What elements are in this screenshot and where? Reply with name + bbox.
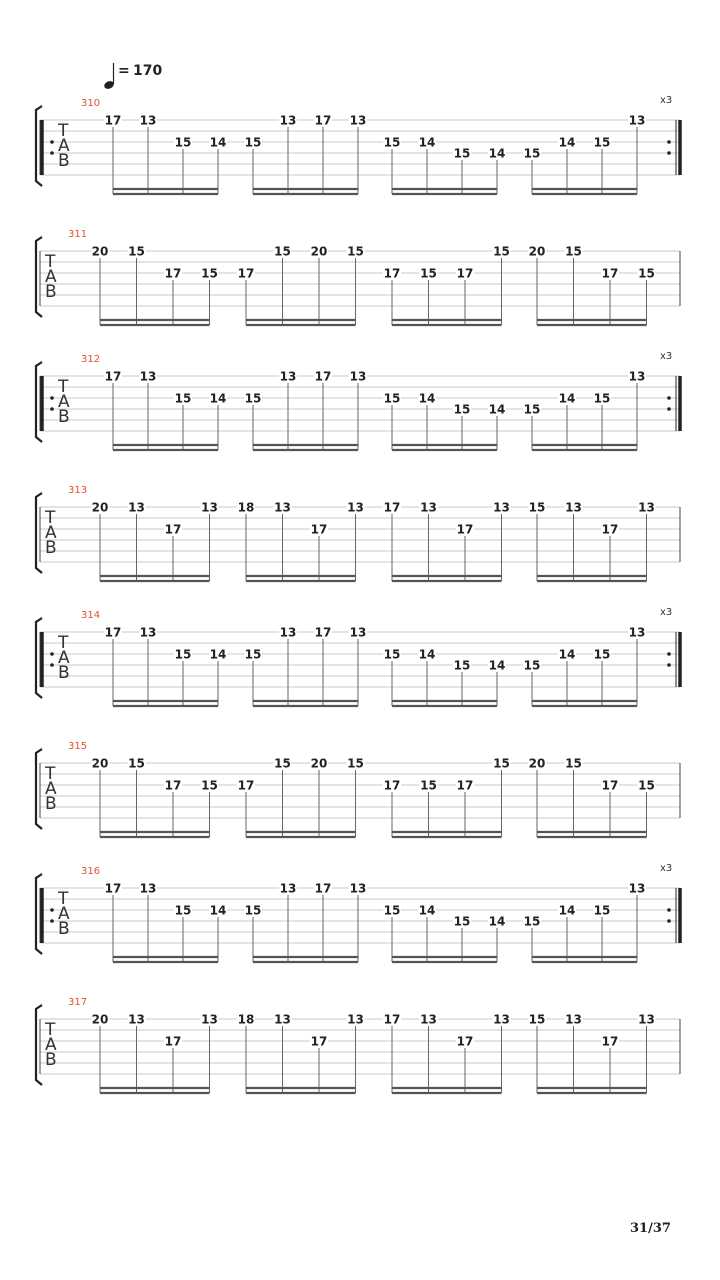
fret-number: 13 [274,1012,291,1027]
fret-number: 15 [593,135,611,150]
fret-number: 14 [418,647,436,662]
fret-number: 17 [383,500,401,515]
fret-number: 15 [523,658,541,673]
tab-letter-a: A [45,1035,57,1055]
fret-number: 15 [383,391,401,406]
system-bracket [36,237,42,317]
fret-number: 15 [453,914,471,929]
fret-number: 15 [174,135,192,150]
fret-number: 14 [558,903,576,918]
system-bracket [36,749,42,829]
repeat-dot [667,663,671,667]
fret-number: 13 [279,369,297,384]
tab-letter-a: A [58,136,70,156]
fret-number: 17 [314,113,332,128]
fret-number: 15 [493,756,510,771]
fret-number: 15 [593,647,611,662]
repeat-dot [667,140,671,144]
fret-number: 17 [383,1012,401,1027]
repeat-count: x3 [660,607,673,618]
fret-number: 15 [244,647,262,662]
fret-number: 14 [488,914,506,929]
fret-number: 13 [420,1012,437,1027]
fret-number: 13 [139,369,157,384]
fret-number: 15 [274,244,291,259]
tab-letter-b: B [58,151,70,171]
fret-number: 14 [209,135,227,150]
fret-number: 18 [237,500,255,515]
tab-letter-t: T [58,377,69,397]
fret-number: 15 [420,266,437,281]
fret-number: 13 [349,113,367,128]
bar-number: 316 [81,866,101,877]
fret-number: 15 [453,658,471,673]
fret-number: 13 [628,881,646,896]
fret-number: 15 [528,500,546,515]
fret-number: 17 [310,1034,328,1049]
fret-number: 13 [274,500,291,515]
bar-number: 310 [81,98,101,109]
tab-letter-b: B [58,919,70,939]
fret-number: 13 [139,113,157,128]
fret-number: 13 [565,1012,582,1027]
fret-number: 17 [164,522,182,537]
fret-number: 20 [91,1012,109,1027]
fret-number: 13 [279,881,297,896]
fret-number: 14 [418,135,436,150]
fret-number: 17 [383,778,401,793]
fret-number: 17 [104,369,122,384]
tab-system [36,741,680,837]
fret-number: 15 [274,756,291,771]
fret-number: 15 [174,391,192,406]
fret-number: 15 [347,244,364,259]
fret-number: 17 [237,778,255,793]
fret-number: 20 [91,244,109,259]
fret-number: 17 [314,625,332,640]
fret-number: 15 [201,778,218,793]
bar-number: 314 [81,610,101,621]
repeat-dot [667,919,671,923]
tab-letter-b: B [58,407,70,427]
fret-number: 14 [418,391,436,406]
bar-number: 315 [68,741,88,752]
tab-letter-b: B [45,282,57,302]
fret-number: 14 [209,647,227,662]
fret-number: 14 [488,146,506,161]
system-bracket [36,1005,42,1085]
fret-number: 17 [456,522,474,537]
fret-number: 15 [638,266,655,281]
repeat-dot [667,652,671,656]
fret-number: 20 [310,244,328,259]
repeat-dot [50,652,54,656]
tab-letter-a: A [58,648,70,668]
fret-number: 15 [453,146,471,161]
fret-number: 13 [628,113,646,128]
fret-number: 13 [638,500,655,515]
fret-number: 17 [104,113,122,128]
repeat-dot [667,396,671,400]
fret-number: 13 [638,1012,655,1027]
fret-number: 17 [601,778,619,793]
fret-number: 17 [104,625,122,640]
fret-number: 14 [209,391,227,406]
fret-number: 20 [91,756,109,771]
page-number: 31/37 [630,1221,671,1236]
fret-number: 13 [628,369,646,384]
tab-letter-t: T [45,508,56,528]
tab-system [36,863,680,962]
fret-number: 15 [244,391,262,406]
fret-number: 13 [493,500,510,515]
fret-number: 15 [420,778,437,793]
fret-number: 15 [593,903,611,918]
fret-number: 13 [279,625,297,640]
tab-system [36,351,680,450]
fret-number: 15 [453,402,471,417]
tab-letter-t: T [45,1020,56,1040]
repeat-dot [50,663,54,667]
fret-number: 13 [201,1012,218,1027]
tab-letter-t: T [45,764,56,784]
tab-letter-b: B [45,794,57,814]
repeat-dot [50,396,54,400]
fret-number: 17 [104,881,122,896]
fret-number: 15 [383,647,401,662]
tempo-value: 170 [133,63,163,79]
repeat-dot [50,919,54,923]
repeat-count: x3 [660,95,673,106]
fret-number: 15 [347,756,364,771]
fret-number: 15 [128,756,145,771]
repeat-dot [667,151,671,155]
fret-number: 13 [349,625,367,640]
bar-number: 311 [68,229,88,240]
tempo-equals: = [118,63,130,79]
fret-number: 15 [128,244,145,259]
fret-number: 13 [420,500,437,515]
fret-number: 13 [349,369,367,384]
tab-letter-t: T [58,633,69,653]
fret-number: 17 [456,266,474,281]
fret-number: 15 [638,778,655,793]
tab-letter-b: B [58,663,70,683]
repeat-count: x3 [660,351,673,362]
fret-number: 17 [383,266,401,281]
fret-number: 15 [244,903,262,918]
repeat-dot [50,908,54,912]
fret-number: 15 [565,756,582,771]
tab-letter-t: T [58,121,69,141]
fret-number: 17 [601,522,619,537]
fret-number: 14 [488,402,506,417]
tab-letter-a: A [45,267,57,287]
fret-number: 17 [314,369,332,384]
fret-number: 15 [493,244,510,259]
fret-number: 14 [488,658,506,673]
repeat-dot [667,908,671,912]
fret-number: 15 [201,266,218,281]
fret-number: 13 [347,500,364,515]
fret-number: 13 [279,113,297,128]
tab-system [36,997,680,1093]
fret-number: 17 [310,522,328,537]
fret-number: 15 [523,146,541,161]
fret-number: 17 [164,1034,182,1049]
tab-system [36,229,680,325]
fret-number: 13 [565,500,582,515]
tab-letter-a: A [45,779,57,799]
fret-number: 15 [244,135,262,150]
fret-number: 15 [565,244,582,259]
tab-letter-a: A [45,523,57,543]
fret-number: 20 [528,244,546,259]
fret-number: 18 [237,1012,255,1027]
fret-number: 13 [347,1012,364,1027]
fret-number: 14 [558,647,576,662]
system-bracket [36,493,42,573]
tab-letter-t: T [45,252,56,272]
fret-number: 20 [91,500,109,515]
tab-letter-t: T [58,889,69,909]
fret-number: 20 [310,756,328,771]
fret-number: 13 [349,881,367,896]
fret-number: 17 [164,266,182,281]
fret-number: 15 [593,391,611,406]
fret-number: 20 [528,756,546,771]
fret-number: 15 [523,402,541,417]
fret-number: 17 [601,1034,619,1049]
fret-number: 13 [493,1012,510,1027]
tab-systems [36,95,680,1093]
fret-number: 17 [456,778,474,793]
fret-number: 13 [139,881,157,896]
fret-number: 14 [558,135,576,150]
fret-number: 13 [201,500,218,515]
fret-number: 13 [139,625,157,640]
fret-number: 17 [456,1034,474,1049]
repeat-dot [50,151,54,155]
fret-number: 15 [523,914,541,929]
fret-number: 13 [628,625,646,640]
bar-number: 313 [68,485,88,496]
repeat-dot [50,140,54,144]
tab-system [36,95,680,194]
fret-number: 17 [601,266,619,281]
tab-letter-b: B [45,1050,57,1070]
fret-number: 15 [174,903,192,918]
fret-number: 13 [128,500,145,515]
tab-letter-b: B [45,538,57,558]
fret-number: 14 [209,903,227,918]
bar-number: 317 [68,997,88,1008]
bar-number: 312 [81,354,101,365]
fret-number: 15 [174,647,192,662]
fret-number: 15 [528,1012,546,1027]
tempo-marking [103,63,163,90]
tab-letter-a: A [58,392,70,412]
tab-letter-a: A [58,904,70,924]
fret-number: 14 [558,391,576,406]
repeat-dot [667,407,671,411]
fret-number: 15 [383,135,401,150]
fret-number: 13 [128,1012,145,1027]
repeat-count: x3 [660,863,673,874]
repeat-dot [50,407,54,411]
fret-number: 15 [383,903,401,918]
fret-number: 14 [418,903,436,918]
tab-system [36,607,680,706]
fret-number: 17 [237,266,255,281]
fret-number: 17 [164,778,182,793]
tab-system [36,485,680,581]
fret-number: 17 [314,881,332,896]
